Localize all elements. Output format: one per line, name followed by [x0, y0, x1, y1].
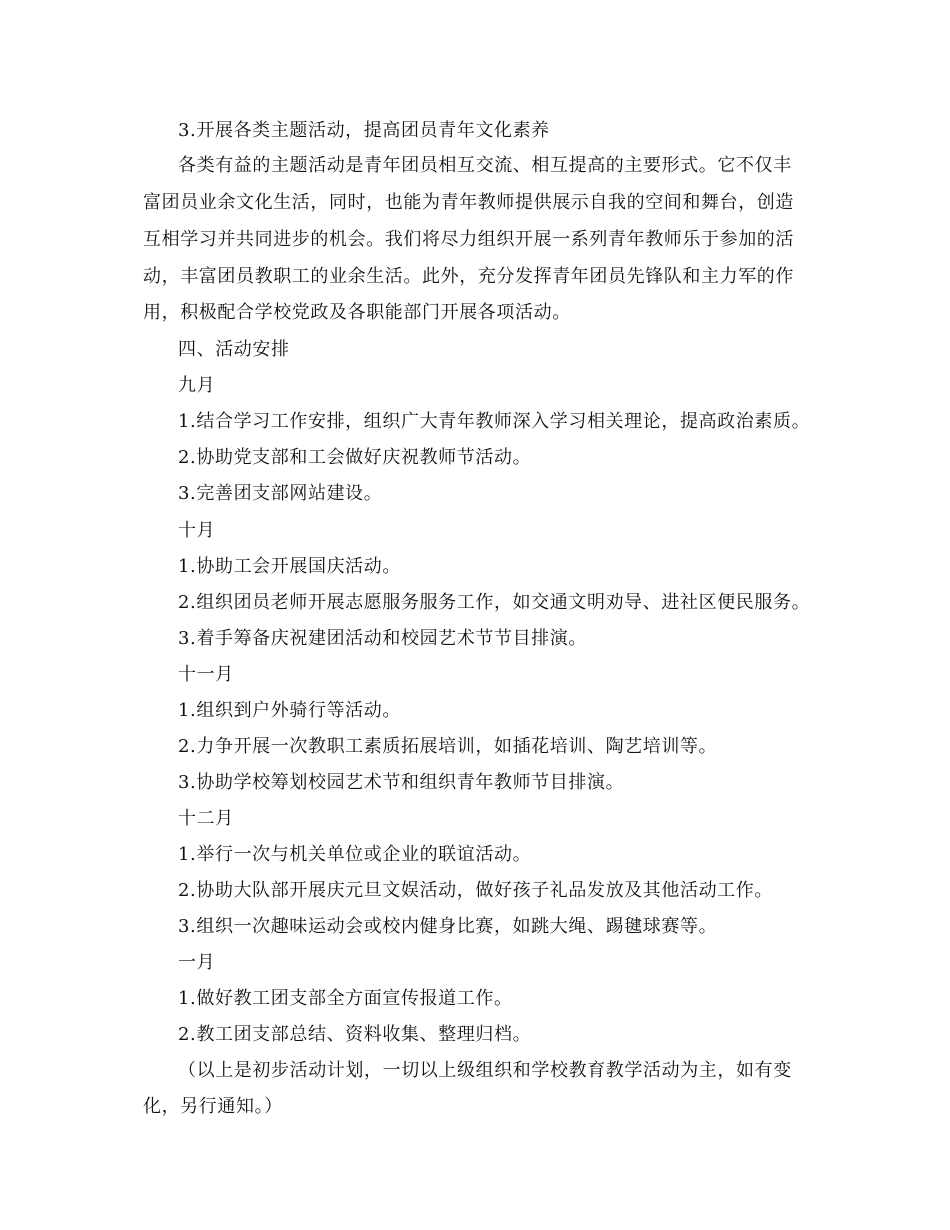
month-heading-october: 十月: [178, 520, 216, 541]
list-item: 1.结合学习工作安排，组织广大青年教师深入学习相关理论，提高政治素质。: [178, 411, 811, 432]
closing-note-line: （以上是初步活动计划，一切以上级组织和学校教育教学活动为主，如有变: [178, 1060, 792, 1081]
month-heading-november: 十一月: [178, 664, 234, 685]
list-item: 2.协助大队部开展庆元旦文娱活动，做好孩子礼品发放及其他活动工作。: [178, 880, 773, 901]
list-item: 1.组织到户外骑行等活动。: [178, 700, 401, 721]
list-item: 3.完善团支部网站建设。: [178, 483, 383, 504]
section-heading-3: 3.开展各类主题活动，提高团员青年文化素养: [178, 120, 550, 141]
month-heading-january: 一月: [178, 952, 216, 973]
paragraph-line: 用，积极配合学校党政及各职能部门开展各项活动。: [143, 302, 571, 323]
paragraph-line: 富团员业余文化生活，同时，也能为青年教师提供展示自我的空间和舞台，创造: [143, 192, 794, 213]
section-heading-4: 四、活动安排: [178, 339, 290, 360]
paragraph-line: 互相学习并共同进步的机会。我们将尽力组织开展一系列青年教师乐于参加的活: [143, 229, 794, 250]
paragraph-line: 动，丰富团员教职工的业余生活。此外，充分发挥青年团员先锋队和主力军的作: [143, 266, 794, 287]
list-item: 2.力争开展一次教职工素质拓展培训，如插花培训、陶艺培训等。: [178, 736, 718, 757]
list-item: 2.协助党支部和工会做好庆祝教师节活动。: [178, 447, 532, 468]
list-item: 3.组织一次趣味运动会或校内健身比赛，如跳大绳、踢毽球赛等。: [178, 916, 718, 937]
list-item: 1.举行一次与机关单位或企业的联谊活动。: [178, 844, 532, 865]
list-item: 1.做好教工团支部全方面宣传报道工作。: [178, 988, 513, 1009]
list-item: 3.协助学校筹划校园艺术节和组织青年教师节目排演。: [178, 772, 625, 793]
list-item: 3.着手筹备庆祝建团活动和校园艺术节节目排演。: [178, 628, 587, 649]
month-heading-september: 九月: [178, 375, 216, 396]
month-heading-december: 十二月: [178, 808, 234, 829]
list-item: 1.协助工会开展国庆活动。: [178, 556, 401, 577]
list-item: 2.教工团支部总结、资料收集、整理归档。: [178, 1024, 532, 1045]
list-item: 2.组织团员老师开展志愿服务服务工作，如交通文明劝导、进社区便民服务。: [178, 592, 811, 613]
paragraph-line: 各类有益的主题活动是青年团员相互交流、相互提高的主要形式。它不仅丰: [178, 155, 792, 176]
closing-note-line: 化，另行通知。）: [143, 1096, 283, 1117]
